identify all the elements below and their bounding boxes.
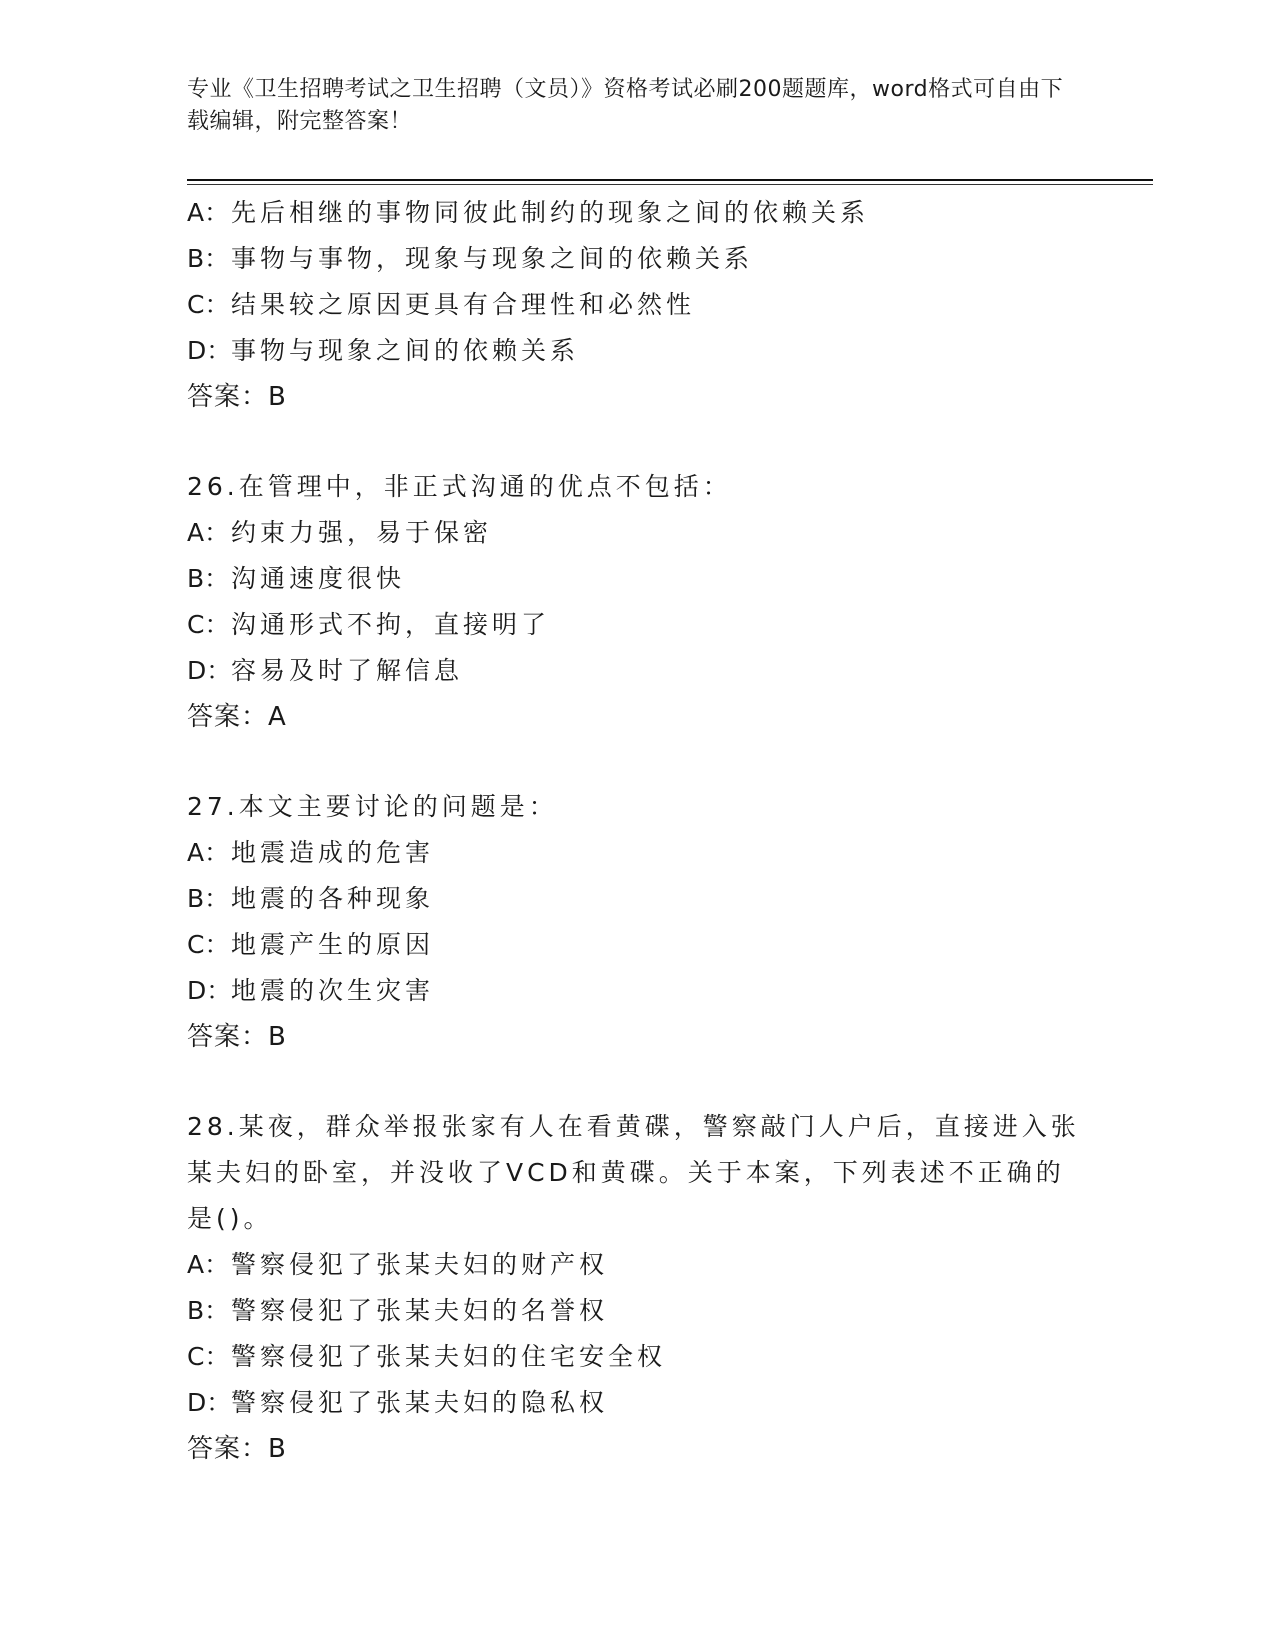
answer: 答案：A (187, 702, 287, 732)
option-b: B：地震的各种现象 (187, 884, 435, 913)
option-c: C：地震产生的原因 (187, 930, 435, 959)
question-block (187, 190, 1087, 420)
question-block (187, 1104, 1087, 1472)
question-stem: 28.某夜，群众举报张家有人在看黄碟，警察敲门人户后，直接进入张某夫妇的卧室，并没收了VCD和黄碟。关于本案，下列表述不正确的是()。 (187, 1112, 1080, 1233)
answer: 答案：B (187, 1022, 287, 1052)
header-rule-thick (187, 179, 1153, 181)
question-block (187, 464, 1087, 740)
option-a: A：地震造成的危害 (187, 838, 435, 867)
question-list (187, 190, 1087, 1472)
option-a: A：约束力强，易于保密 (187, 518, 493, 547)
option-c: C：结果较之原因更具有合理性和必然性 (187, 290, 696, 319)
option-a: A：警察侵犯了张某夫妇的财产权 (187, 1250, 609, 1279)
document-header: 专业《卫生招聘考试之卫生招聘（文员）》资格考试必刷200题题库，word格式可自由下载编辑，附完整答案！ (187, 77, 1064, 134)
answer: 答案：B (187, 1434, 287, 1464)
option-b: B：事物与事物，现象与现象之间的依赖关系 (187, 244, 754, 273)
option-c: C：警察侵犯了张某夫妇的住宅安全权 (187, 1342, 667, 1371)
option-d: D：警察侵犯了张某夫妇的隐私权 (187, 1388, 609, 1417)
question-block (187, 784, 1087, 1060)
option-a: A：先后相继的事物同彼此制约的现象之间的依赖关系 (187, 198, 870, 227)
option-d: D：地震的次生灾害 (187, 976, 435, 1005)
option-b: B：警察侵犯了张某夫妇的名誉权 (187, 1296, 609, 1325)
option-c: C：沟通形式不拘，直接明了 (187, 610, 551, 639)
option-d: D：容易及时了解信息 (187, 656, 464, 685)
question-stem: 27.本文主要讨论的问题是： (187, 792, 558, 821)
question-stem: 26.在管理中，非正式沟通的优点不包括： (187, 472, 732, 501)
option-b: B：沟通速度很快 (187, 564, 406, 593)
header-rule-thin (187, 184, 1153, 185)
answer: 答案：B (187, 382, 287, 412)
option-d: D：事物与现象之间的依赖关系 (187, 336, 580, 365)
